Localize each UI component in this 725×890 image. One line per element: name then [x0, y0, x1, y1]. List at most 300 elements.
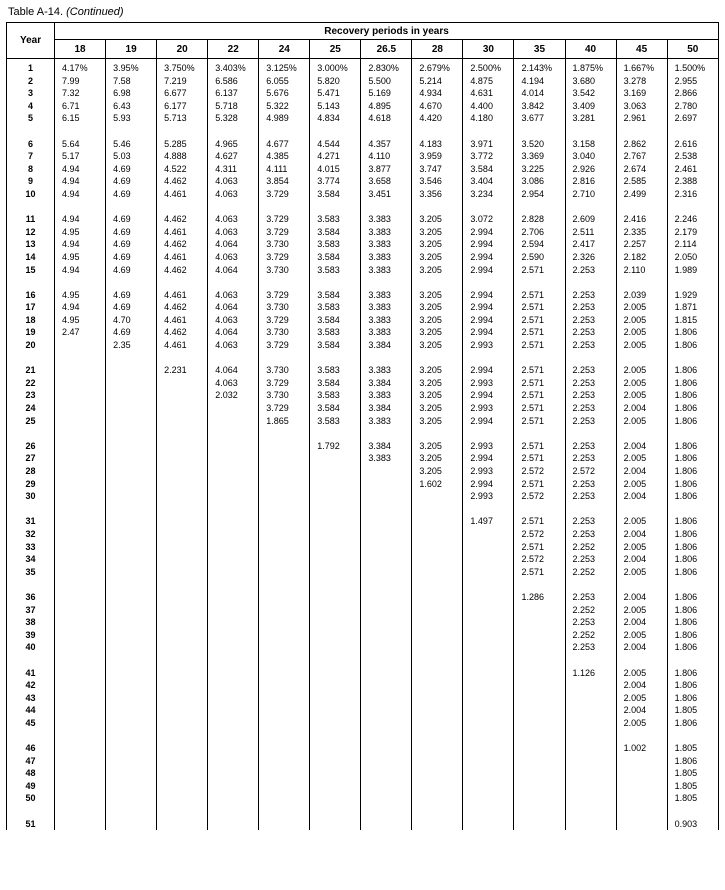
rate-cell: 4.70: [113, 314, 131, 325]
rate-cell: 4.462: [164, 176, 187, 187]
rate-cell: 3.729: [266, 251, 289, 262]
rate-cell: 0.903: [674, 818, 698, 829]
rate-cell: 4.94: [62, 188, 80, 199]
rate-cell: 3.583: [317, 239, 340, 250]
rate-cell: 4.618: [368, 113, 391, 124]
rate-cell: 2.780: [674, 100, 698, 111]
rate-cell: 3.205: [419, 377, 442, 388]
rate-cell: 3.409: [572, 100, 596, 111]
rate-cell: 2.388: [674, 176, 698, 187]
rate-cell: 3.583: [317, 390, 340, 401]
rate-cell: 5.676: [266, 88, 289, 99]
year-cell: 43: [25, 692, 36, 703]
rate-cell: 4.875: [470, 75, 493, 86]
rate-cell: 4.94: [62, 239, 80, 250]
rate-cell: 4.934: [419, 88, 442, 99]
rate-cell: 2.572: [521, 554, 544, 565]
rate-cell: 4.69: [113, 239, 131, 250]
column-header-recovery-periods: Recovery periods in years: [55, 23, 719, 40]
rate-cell: 1.875%: [572, 63, 604, 73]
rate-cell: 2.005: [623, 453, 647, 464]
year-cell: 40: [25, 642, 36, 653]
rate-cell: 3.205: [419, 466, 442, 476]
rate-cell: 4.064: [215, 327, 238, 338]
rate-cell: 2.572: [521, 528, 544, 539]
rate-cell: 4.627: [215, 151, 238, 162]
rate-cell: 2.994: [470, 314, 493, 325]
rate-cell: 6.15: [62, 113, 80, 124]
rate-cell: 2.994: [470, 478, 493, 489]
rate-cell: 4.69: [113, 188, 131, 199]
rate-cell: 4.014: [521, 88, 544, 99]
rate-cell: 4.063: [215, 314, 238, 325]
column-header-35: 35: [514, 40, 565, 59]
rate-cell: 1.806: [674, 340, 698, 351]
rate-cell: 4.063: [215, 226, 238, 237]
column-header-30: 30: [463, 40, 514, 59]
rate-cell: 3.383: [368, 226, 391, 237]
year-cell: 30: [25, 491, 36, 502]
rate-cell: 3.747: [419, 163, 442, 174]
rate-cell: 4.461: [164, 251, 187, 262]
rate-cell: 2.005: [623, 692, 647, 703]
rate-cell: 3.383: [368, 289, 391, 300]
rate-cell: 2.994: [470, 327, 493, 338]
rate-cell: 2.253: [572, 617, 596, 628]
rate-cell: 3.205: [419, 453, 442, 464]
rate-cell: 1.806: [674, 516, 698, 527]
rate-cell: 4.015: [317, 163, 340, 174]
rate-cell: 3.281: [572, 113, 596, 124]
rate-cell: 3.772: [470, 151, 493, 162]
rate-cell: 1.805: [674, 743, 698, 754]
rate-cell: 2.571: [521, 377, 544, 388]
rate-cell: 2.005: [623, 327, 647, 338]
rate-cell: 3.158: [572, 138, 596, 149]
rate-cell: 2.253: [572, 314, 596, 325]
rate-cell: 2.253: [572, 327, 596, 338]
rate-cell: 1.806: [674, 692, 698, 703]
rate-cell: 3.584: [317, 377, 340, 388]
rate-cell: 4.69: [113, 289, 131, 300]
rate-cell: 2.253: [572, 642, 596, 653]
rate-cell: 3.384: [368, 403, 391, 414]
rate-cell: 2.609: [572, 214, 596, 225]
rate-cell: 3.584: [317, 403, 340, 414]
year-cell: 42: [25, 680, 36, 691]
rate-cell: 5.169: [368, 88, 391, 99]
rate-cell: 2.571: [521, 390, 544, 401]
column-header-26-5: 26.5: [361, 40, 412, 59]
rate-cell: 2.47: [62, 327, 80, 338]
rate-cell: 3.680: [572, 75, 596, 86]
year-cell: 49: [25, 780, 36, 791]
rate-cell: 3.959: [419, 151, 442, 162]
column-header-45: 45: [616, 40, 667, 59]
rate-cell: 3.040: [572, 151, 596, 162]
rate-cell: 2.182: [623, 251, 647, 262]
rate-cell: 2.994: [470, 251, 493, 262]
column-header-50: 50: [667, 40, 718, 59]
year-cell: 45: [25, 717, 36, 728]
rate-cell: 3.169: [623, 88, 647, 99]
rate-cell: 4.69: [113, 251, 131, 262]
rate-cell: 3.729: [266, 403, 289, 414]
rate-cell: 3.369: [521, 151, 544, 162]
rate-cell: 3.278: [623, 75, 647, 86]
rate-cell: 4.544: [317, 138, 340, 149]
rate-cell: 2.926: [572, 163, 596, 174]
year-cell: 27: [25, 453, 36, 464]
year-cell: 33: [25, 541, 36, 552]
column-header-24: 24: [259, 40, 310, 59]
column-header-19: 19: [106, 40, 157, 59]
rate-cell: 2.585: [623, 176, 647, 187]
rate-cell: 3.205: [419, 390, 442, 401]
rate-cell: 3.384: [368, 340, 391, 351]
rate-cell: 2.004: [623, 642, 647, 653]
rate-cell: 2.511: [572, 226, 595, 237]
column-header-year: Year: [7, 23, 55, 59]
year-cell: 25: [25, 415, 36, 426]
rate-cell: 2.005: [623, 365, 647, 376]
year-cell: 47: [25, 755, 36, 766]
rate-cell: 4.194: [521, 75, 544, 86]
rate-cell: 2.253: [572, 403, 596, 414]
rate-cell: 4.69: [113, 163, 131, 174]
data-column-45: [616, 59, 667, 831]
rate-cell: 3.584: [317, 251, 340, 262]
rate-cell: 2.828: [521, 214, 544, 225]
rate-cell: 1.497: [470, 516, 493, 527]
year-cell: 14: [25, 251, 36, 262]
rate-cell: 1.871: [674, 302, 698, 313]
year-cell: 17: [25, 302, 36, 313]
year-cell: 50: [25, 793, 36, 804]
rate-cell: 3.086: [521, 176, 544, 187]
rate-cell: 4.063: [215, 251, 238, 262]
rate-cell: 4.69: [113, 327, 131, 338]
rate-cell: 4.94: [62, 163, 80, 174]
rate-cell: 3.730: [266, 264, 289, 275]
rate-cell: 2.571: [521, 340, 544, 351]
year-cell: 51: [25, 818, 36, 829]
rate-cell: 1.806: [674, 327, 698, 338]
year-cell: 5: [28, 113, 34, 124]
rate-cell: 3.356: [419, 188, 442, 199]
year-cell: 23: [25, 390, 36, 401]
column-header-20: 20: [157, 40, 208, 59]
rate-cell: 6.055: [266, 75, 289, 86]
year-cell: 9: [28, 176, 34, 187]
year-cell: 6: [28, 138, 34, 149]
rate-cell: 3.383: [368, 453, 391, 464]
rate-cell: 2.697: [674, 113, 698, 124]
rate-cell: 2.005: [623, 314, 647, 325]
rate-cell: 1.806: [674, 491, 698, 502]
rate-cell: 5.820: [317, 75, 340, 86]
rate-cell: 3.383: [368, 251, 391, 262]
table-body-row: [7, 59, 719, 831]
year-cell: 8: [28, 163, 34, 174]
rate-cell: 4.461: [164, 314, 187, 325]
rate-cell: 3.583: [317, 264, 340, 275]
rate-cell: 5.93: [113, 113, 131, 124]
rate-cell: 1.806: [674, 440, 698, 451]
rate-cell: 3.383: [368, 314, 391, 325]
rate-cell: 1.815: [674, 314, 698, 325]
rate-cell: 3.063: [623, 100, 647, 111]
rate-cell: 3.205: [419, 251, 442, 262]
rate-cell: 2.862: [623, 138, 647, 149]
rate-cell: 4.94: [62, 176, 80, 187]
year-cell: 3: [28, 88, 34, 99]
rate-cell: 2.571: [521, 478, 544, 489]
rate-cell: 4.69: [113, 214, 131, 225]
rate-cell: 3.383: [368, 264, 391, 275]
rate-cell: 3.000%: [317, 63, 348, 73]
rate-cell: 1.602: [419, 478, 442, 489]
year-cell: 13: [25, 239, 36, 250]
rate-cell: 2.253: [572, 516, 596, 527]
year-cell: 20: [25, 340, 36, 351]
rate-cell: 2.004: [623, 440, 647, 451]
rate-cell: 3.730: [266, 239, 289, 250]
rate-cell: 2.004: [623, 528, 647, 539]
rate-cell: 6.71: [62, 100, 80, 111]
year-cell: 34: [25, 554, 36, 565]
rate-cell: 3.95%: [113, 63, 139, 73]
rate-cell: 3.584: [470, 163, 493, 174]
data-column-26-5: [361, 59, 412, 831]
rate-cell: 4.895: [368, 100, 391, 111]
rate-cell: 1.805: [674, 705, 698, 716]
data-column-20: [157, 59, 208, 831]
rate-cell: 2.005: [623, 566, 647, 577]
rate-cell: 4.064: [215, 239, 238, 250]
rate-cell: 3.205: [419, 226, 442, 237]
rate-cell: 4.180: [470, 113, 493, 124]
rate-cell: 3.583: [317, 415, 340, 426]
rate-cell: 3.384: [368, 440, 391, 451]
rate-cell: 2.004: [623, 680, 647, 691]
rate-cell: 3.854: [266, 176, 289, 187]
rate-cell: 2.253: [572, 528, 596, 539]
rate-cell: 3.584: [317, 314, 340, 325]
rate-cell: 4.69: [113, 302, 131, 313]
rate-cell: 2.253: [572, 289, 596, 300]
year-cell: 4: [28, 100, 34, 111]
data-column-19: [106, 59, 157, 831]
rate-cell: 2.572: [572, 466, 596, 476]
rate-cell: 3.383: [368, 214, 391, 225]
rate-cell: 2.571: [521, 453, 544, 464]
year-cell: 37: [25, 604, 36, 615]
rate-cell: 2.253: [572, 478, 596, 489]
rate-cell: 4.462: [164, 264, 187, 275]
rate-cell: 2.326: [572, 251, 596, 262]
rate-cell: 3.729: [266, 214, 289, 225]
year-cell: 41: [25, 667, 36, 678]
rate-cell: 5.718: [215, 100, 238, 111]
rate-cell: 3.205: [419, 440, 442, 451]
rate-cell: 4.462: [164, 327, 187, 338]
rate-cell: 2.706: [521, 226, 544, 237]
rate-cell: 1.805: [674, 768, 698, 779]
rate-cell: 2.005: [623, 478, 647, 489]
rate-cell: 2.571: [521, 541, 544, 552]
rate-cell: 2.005: [623, 717, 647, 728]
rate-cell: 4.17%: [62, 63, 88, 73]
rate-cell: 3.583: [317, 302, 340, 313]
rate-cell: 2.571: [521, 264, 544, 275]
rate-cell: 3.842: [521, 100, 544, 111]
year-column: [7, 59, 55, 831]
rate-cell: 5.214: [419, 75, 442, 86]
year-cell: 12: [25, 226, 36, 237]
rate-cell: 2.005: [623, 604, 647, 615]
rate-cell: 2.571: [521, 415, 544, 426]
rate-cell: 4.063: [215, 176, 238, 187]
rate-cell: 4.063: [215, 377, 238, 388]
rate-cell: 2.253: [572, 264, 596, 275]
rate-cell: 2.994: [470, 264, 493, 275]
rate-cell: 3.205: [419, 302, 442, 313]
rate-cell: 1.806: [674, 453, 698, 464]
year-cell: 15: [25, 264, 36, 275]
rate-cell: 5.500: [368, 75, 391, 86]
rate-cell: 2.253: [572, 453, 596, 464]
rate-cell: 2.252: [572, 604, 596, 615]
rate-cell: 2.252: [572, 629, 596, 640]
depreciation-table: [6, 22, 719, 830]
rate-cell: 2.004: [623, 403, 647, 414]
rate-cell: 2.571: [521, 403, 544, 414]
rate-cell: 4.400: [470, 100, 493, 111]
rate-cell: 4.95: [62, 289, 80, 300]
rate-cell: 2.004: [623, 617, 647, 628]
rate-cell: 2.231: [164, 365, 187, 376]
rate-cell: 5.17: [62, 151, 80, 162]
rate-cell: 2.866: [674, 88, 698, 99]
rate-cell: 3.584: [317, 226, 340, 237]
table-continued-note: (Continued): [66, 6, 124, 18]
rate-cell: 3.205: [419, 365, 442, 376]
rate-cell: 1.806: [674, 617, 698, 628]
rate-cell: 1.126: [572, 667, 596, 678]
rate-cell: 3.205: [419, 239, 442, 250]
year-cell: 39: [25, 629, 36, 640]
rate-cell: 7.58: [113, 75, 131, 86]
rate-cell: 1.806: [674, 377, 698, 388]
rate-cell: 2.005: [623, 390, 647, 401]
rate-cell: 2.179: [674, 226, 698, 237]
rate-cell: 1.806: [674, 478, 698, 489]
rate-cell: 5.03: [113, 151, 131, 162]
rate-cell: 4.064: [215, 264, 238, 275]
rate-cell: 2.005: [623, 629, 647, 640]
rate-cell: 4.965: [215, 138, 238, 149]
rate-cell: 1.500%: [674, 63, 706, 73]
rate-cell: 3.383: [368, 327, 391, 338]
rate-cell: 1.806: [674, 415, 698, 426]
rate-cell: 5.285: [164, 138, 187, 149]
year-cell: 48: [25, 768, 36, 779]
rate-cell: 4.063: [215, 188, 238, 199]
rate-cell: 2.710: [572, 188, 596, 199]
rate-cell: 1.002: [623, 743, 647, 754]
rate-cell: 2.994: [470, 365, 493, 376]
column-header-40: 40: [565, 40, 616, 59]
rate-cell: 2.257: [623, 239, 647, 250]
rate-cell: 2.993: [470, 466, 493, 476]
year-cell: 24: [25, 403, 36, 414]
rate-cell: 2.005: [623, 541, 647, 552]
rate-cell: 1.806: [674, 680, 698, 691]
rate-cell: 2.143%: [521, 63, 552, 73]
data-column-18: [55, 59, 106, 831]
rate-cell: 2.316: [674, 188, 698, 199]
column-header-22: 22: [208, 40, 259, 59]
rate-cell: 4.989: [266, 113, 289, 124]
rate-cell: 2.993: [470, 440, 493, 451]
year-cell: 35: [25, 566, 36, 577]
rate-cell: 1.805: [674, 780, 698, 791]
rate-cell: 2.253: [572, 377, 596, 388]
rate-cell: 2.616: [674, 138, 698, 149]
rate-cell: 2.004: [623, 705, 647, 716]
rate-cell: 1.806: [674, 667, 698, 678]
rate-cell: 4.522: [164, 163, 187, 174]
rate-cell: 2.35: [113, 340, 131, 351]
rate-cell: 2.253: [572, 302, 596, 313]
rate-cell: 3.234: [470, 188, 493, 199]
rate-cell: 3.542: [572, 88, 596, 99]
column-header-25: 25: [310, 40, 361, 59]
rate-cell: 4.357: [368, 138, 391, 149]
rate-cell: 3.730: [266, 302, 289, 313]
year-cell: 28: [25, 466, 36, 476]
rate-cell: 2.253: [572, 390, 596, 401]
rate-cell: 2.571: [521, 302, 544, 313]
rate-cell: 4.063: [215, 340, 238, 351]
rate-cell: 3.404: [470, 176, 493, 187]
rate-cell: 2.253: [572, 491, 596, 502]
rate-cell: 2.830%: [368, 63, 399, 73]
rate-cell: 2.993: [470, 340, 493, 351]
table-header-row: [7, 40, 719, 59]
year-cell: 16: [25, 289, 36, 300]
data-column-22: [208, 59, 259, 831]
rate-cell: 2.571: [521, 440, 544, 451]
rate-cell: 2.571: [521, 566, 544, 577]
rate-cell: 4.063: [215, 289, 238, 300]
year-cell: 19: [25, 327, 36, 338]
rate-cell: 1.667%: [623, 63, 655, 73]
rate-cell: 4.111: [266, 163, 288, 174]
rate-cell: 1.806: [674, 717, 698, 728]
rate-cell: 3.125%: [266, 63, 297, 73]
rate-cell: 4.461: [164, 188, 187, 199]
rate-cell: 4.462: [164, 214, 187, 225]
rate-cell: 1.865: [266, 415, 289, 426]
rate-cell: 4.670: [419, 100, 442, 111]
rate-cell: 3.877: [368, 163, 391, 174]
rate-cell: 1.806: [674, 642, 698, 653]
rate-cell: 2.004: [623, 466, 647, 476]
rate-cell: 2.417: [572, 239, 596, 250]
rate-cell: 3.520: [521, 138, 544, 149]
